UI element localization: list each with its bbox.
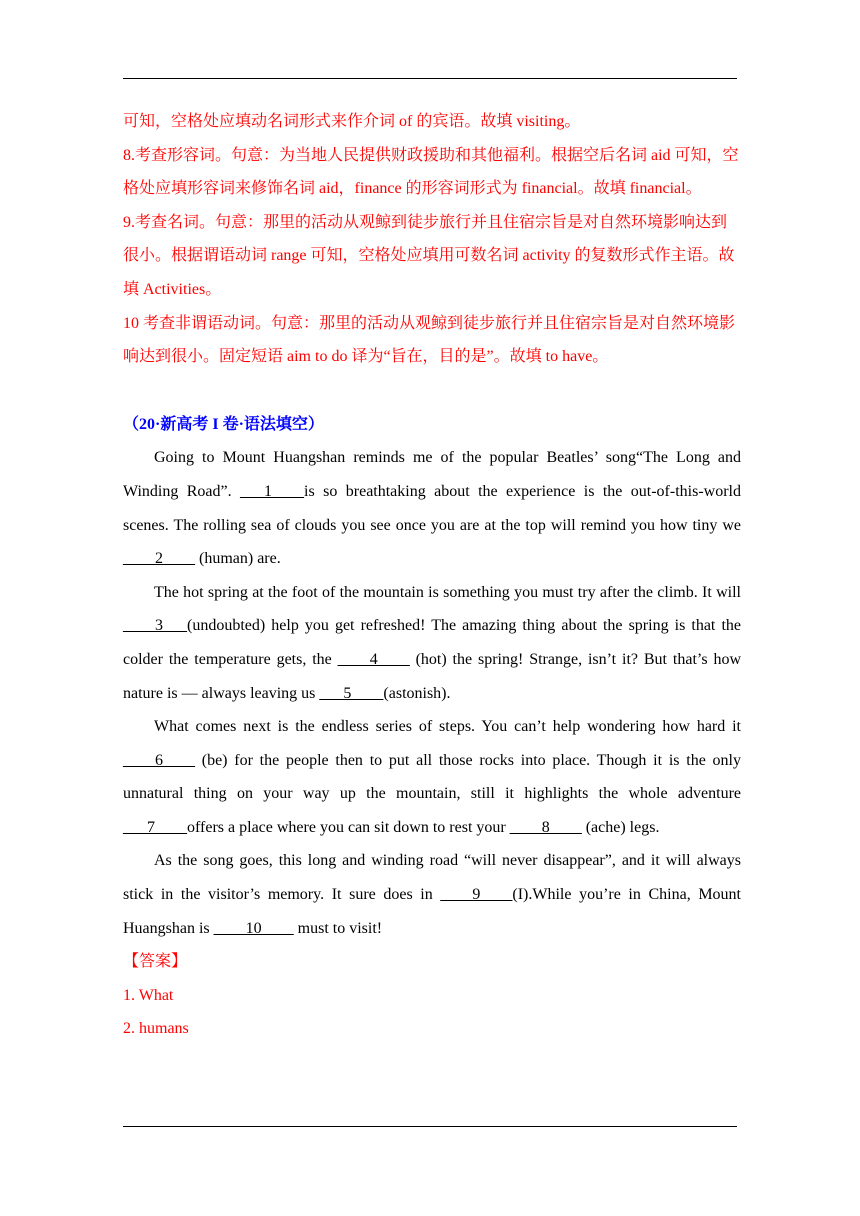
answer-1: 1. What — [123, 986, 174, 1004]
text: (hot) the spring! Strange, isn’t it? But that’s how nature is — always leaving us — [123, 650, 741, 702]
text: (human) are. — [195, 550, 281, 568]
header-rule — [123, 78, 737, 79]
answer-2: 2. humans — [123, 1020, 189, 1038]
blank-6: ____6____ — [123, 751, 195, 769]
page-content — [123, 105, 741, 1046]
blank-5: ___5____ — [319, 684, 384, 702]
blank-9: ____9____ — [440, 886, 513, 904]
footer-rule — [123, 1126, 737, 1127]
passage-paragraph-2 — [123, 576, 741, 710]
blank-1: ___1____ — [240, 482, 305, 500]
explanation-9: 9.考查名词。句意：那里的活动从观鲸到徒步旅行并且住宿宗旨是对自然环境影响达到很小。根据谓语动词 range 可知，空格处应填用可数名词 activity 的复数形式作主语。故填 Activities。 — [123, 213, 735, 298]
blank-8: ____8____ — [509, 818, 582, 836]
text: offers a place where you can sit down to rest your — [187, 818, 510, 836]
text: must to visit! — [293, 919, 383, 937]
answer-title: 【答案】 — [123, 953, 188, 971]
section-heading: （20·新高考 I 卷·语法填空） — [123, 415, 324, 433]
text: Going to Mount Huangshan reminds me of the popular Beatles’ song“The Long and Winding Road”. — [123, 449, 741, 500]
text: (astonish). — [383, 684, 451, 702]
passage-paragraph-1 — [123, 441, 741, 575]
passage-paragraph-4 — [123, 844, 741, 945]
blank-7: ___7____ — [123, 818, 187, 836]
text: What comes next is the endless series of steps. You can’t help wondering how hard it — [154, 718, 741, 736]
passage-paragraph-3 — [123, 710, 741, 844]
explanation-8: 8.考查形容词。句意：为当地人民提供财政援助和其他福利。根据空后名词 aid 可知，空格处应填形容词来修饰名词 aid，finance 的形容词形式为 financial。故填 financial。 — [123, 146, 739, 198]
text: (I).While you’re in China, Mount Huangshan is — [123, 886, 741, 937]
blank-2: ____2____ — [123, 550, 195, 568]
explanation-10: 10 考查非谓语动词。句意：那里的活动从观鲸到徒步旅行并且住宿宗旨是对自然环境影响达到很小。固定短语 aim to do 译为“旨在，目的是”。故填 to have。 — [123, 314, 736, 366]
blank-4: ____4____ — [337, 650, 410, 668]
text: (be) for the people then to put all those rocks into place. Though it is the only unnatural thing on your way up the mountain, still it highlights the whole adventure — [123, 751, 741, 803]
explanation-7-tail: 可知，空格处应填动名词形式来作介词 of 的宾语。故填 visiting。 — [123, 113, 581, 130]
text: The hot spring at the foot of the mountain is something you must try after the climb. It will — [154, 583, 741, 601]
text: is so breathtaking about the experience is the out-of-this-world scenes. The rolling sea of clouds you see once you are at the top will remind you how tiny we — [123, 482, 741, 534]
text: (ache) legs. — [581, 818, 660, 836]
text: (undoubted) help you get refreshed! The amazing thing about the spring is that the colder the temperature gets, the — [123, 617, 741, 668]
blank-10: ____10____ — [213, 919, 294, 937]
blank-3: ____3___ — [123, 617, 187, 635]
text: As the song goes, this long and winding road “will never disappear”, and it will always stick in the visitor’s memory. It sure does in — [123, 852, 741, 904]
